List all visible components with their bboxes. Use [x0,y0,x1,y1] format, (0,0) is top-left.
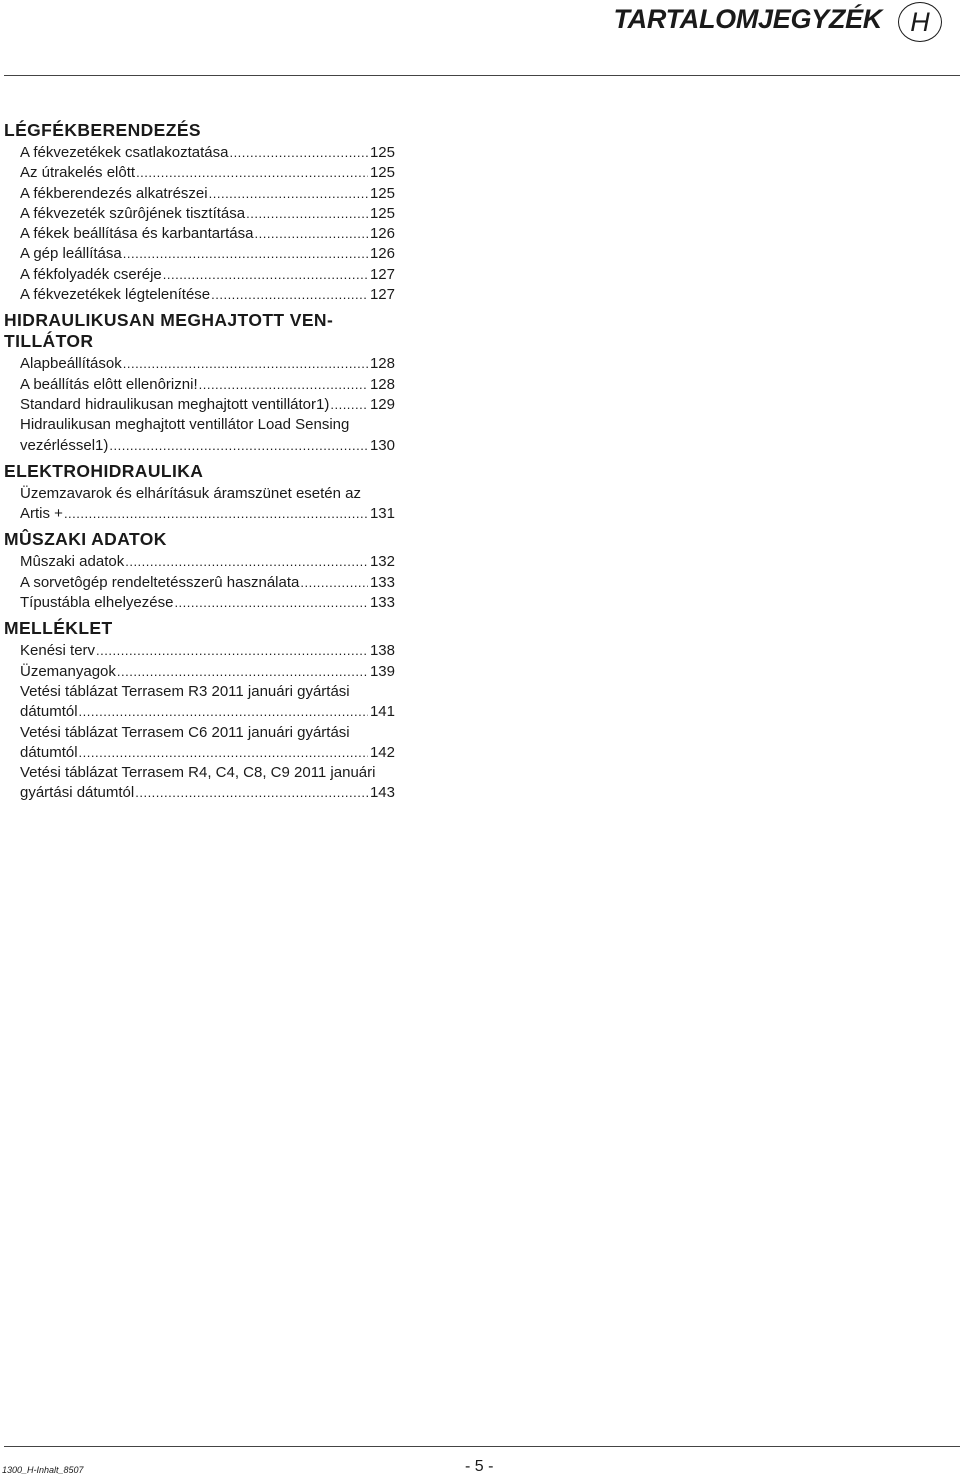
toc-entry[interactable] [20,662,395,682]
dot-leader [199,375,368,395]
header-divider [4,75,960,76]
toc-page-number: 142 [369,743,395,761]
dot-leader [109,436,368,456]
toc-page-number: 125 [369,164,395,182]
document-code: 1300_H-Inhalt_8507 [2,1465,84,1475]
toc-page-number: 125 [369,184,395,202]
toc-entry[interactable] [20,375,395,395]
toc-entry[interactable] [20,763,395,804]
toc-page-number: 131 [369,505,395,523]
toc-entry[interactable] [20,354,395,374]
toc-page-number: 127 [369,265,395,283]
toc-entry[interactable] [20,143,395,163]
footer-divider [4,1446,960,1447]
toc-page-number: 127 [369,286,395,304]
toc-page-number: 133 [369,594,395,612]
toc-entry[interactable] [20,224,395,244]
dot-leader [163,265,368,285]
toc-entry-text: gyártási dátumtól [20,784,135,802]
toc-entry[interactable] [20,723,395,764]
toc-page-number: 125 [369,144,395,161]
toc-entry-text: vezérléssel1) [20,436,109,454]
toc-page-number: 129 [369,395,395,413]
toc-entry[interactable] [20,184,395,204]
dot-leader [125,552,368,572]
toc-entry[interactable] [20,395,395,415]
dot-leader [96,641,368,661]
language-badge: H [898,2,942,42]
dot-leader [330,395,368,415]
toc-entry-text: Az útrakelés elôtt [20,164,136,182]
toc-page-number: 143 [369,784,395,802]
toc-page-number: 130 [369,436,395,454]
toc-section-heading: MÛSZAKI ADATOK [4,529,167,550]
toc-entry[interactable] [20,484,395,525]
dot-leader [79,743,368,763]
toc-page-number: 138 [369,642,395,660]
toc-entry-text: Artis + [20,505,63,523]
dot-leader [117,662,368,682]
dot-leader [136,163,368,183]
dot-leader [300,573,368,593]
toc-entry[interactable] [20,682,395,723]
toc-entry-text: Vetési táblázat Terrasem R3 2011 januári gyártási [20,682,350,700]
dot-leader [254,224,367,244]
toc-entry[interactable] [20,244,395,264]
dot-leader [64,504,368,524]
toc-page-number: 128 [369,375,395,393]
toc-entry[interactable] [20,285,395,305]
toc-page-number: 126 [369,245,395,263]
dot-leader [123,354,368,374]
dot-leader [123,244,368,264]
toc-entry-text: Mûszaki adatok [20,553,125,571]
toc-entry[interactable] [20,415,395,456]
toc-page-number: 133 [369,573,395,591]
table-of-contents [4,120,404,804]
toc-entry-text: A fékvezetékek csatlakoztatása [20,144,229,161]
dot-leader [135,783,368,803]
toc-entry[interactable] [20,265,395,285]
toc-section-heading: MELLÉKLET [4,618,113,639]
dot-leader [246,204,368,224]
dot-leader [174,593,368,613]
toc-entry[interactable] [20,204,395,224]
dot-leader [79,702,368,722]
toc-entry-text: A fékfolyadék cseréje [20,265,162,283]
toc-entry-text: Alapbeállítások [20,355,122,373]
toc-entry-text: dátumtól [20,743,78,761]
toc-entry-text: A gép leállítása [20,245,122,263]
toc-entry[interactable] [20,573,395,593]
toc-entry-text: dátumtól [20,703,78,721]
toc-section-heading: LÉGFÉKBERENDEZÉS [4,120,201,140]
toc-entry[interactable] [20,163,395,183]
toc-section-heading: HIDRAULIKUSAN MEGHAJTOTT VEN- TILLÁTOR [4,310,334,352]
toc-entry-text: A fékvezeték szûrôjének tisztítása [20,204,246,222]
page-title: TARTALOMJEGYZÉK [613,4,882,34]
dot-leader [229,143,368,163]
toc-entry-text: Vetési táblázat Terrasem C6 2011 januári gyártási [20,723,350,741]
toc-page-number: 141 [369,703,395,721]
toc-entry-text: Üzemanyagok [20,662,116,680]
toc-page-number: 126 [369,225,395,243]
toc-entry-text: Típustábla elhelyezése [20,594,174,612]
toc-entry[interactable] [20,552,395,572]
page-number: - 5 - [465,1458,494,1475]
toc-page-number: 125 [369,204,395,222]
toc-page-number: 139 [369,662,395,680]
toc-entry-text: Vetési táblázat Terrasem R4, C4, C8, C9 2011 januári [20,764,376,782]
toc-entry-text: Üzemzavarok és elhárításuk áramszünet esetén az [20,484,361,502]
toc-entry-text: A sorvetôgép rendeltetésszerû használata [20,573,300,591]
toc-entry[interactable] [20,641,395,661]
toc-entry-text: A fékvezetékek légtelenítése [20,286,211,304]
toc-entry[interactable] [20,593,395,613]
toc-entry-text: Kenési terv [20,642,96,660]
toc-page-number: 128 [369,355,395,373]
toc-section-heading: ELEKTROHIDRAULIKA [4,460,204,481]
toc-page-number: 132 [369,553,395,571]
toc-entry-text: Hidraulikusan meghajtott ventillátor Load Sensing [20,416,350,434]
toc-entry-text: A fékek beállítása és karbantartása [20,225,254,243]
toc-entry-text: Standard hidraulikusan meghajtott ventillátor1) [20,395,330,413]
toc-entry-text: A beállítás elôtt ellenôrizni! [20,375,198,393]
toc-entry-text: A fékberendezés alkatrészei [20,184,208,202]
dot-leader [211,285,368,305]
dot-leader [209,184,368,204]
